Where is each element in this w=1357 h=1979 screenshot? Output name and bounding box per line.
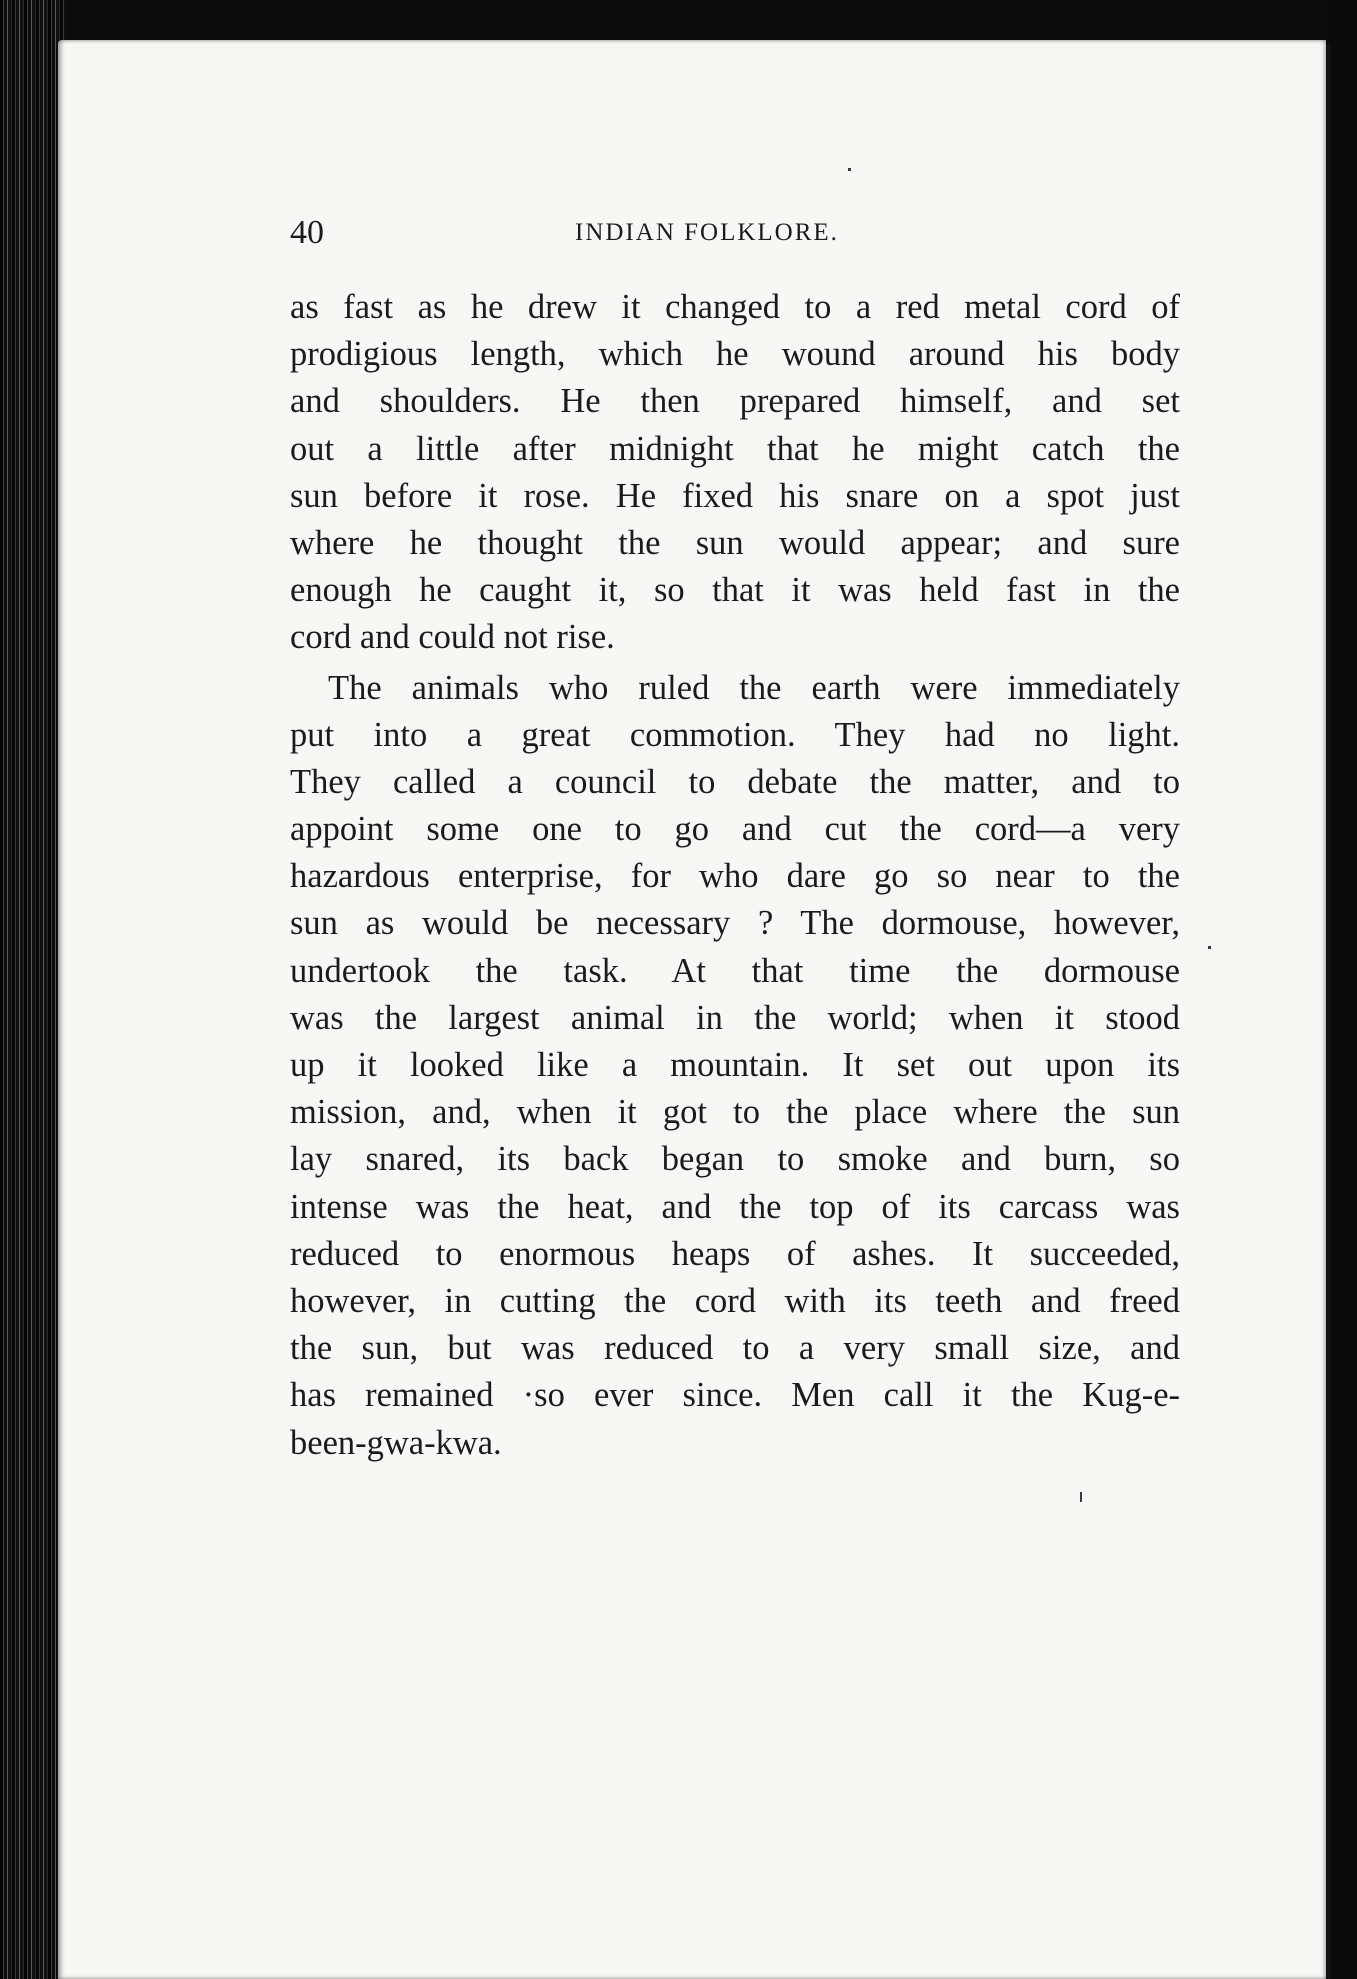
text-line: up it looked like a mountain. It set out upon its: [290, 1046, 1180, 1084]
text-line: mission, and, when it got to the place where the sun: [290, 1093, 1180, 1132]
paper-speck: [1208, 946, 1211, 949]
text-line: cord and could not rise.: [290, 618, 615, 657]
text-line: sun as would be necessary ? The dormouse, however,: [290, 904, 1180, 943]
text-line: where he thought the sun would appear; and sure: [290, 523, 1180, 562]
text-line: undertook the task. At that time the dormouse: [290, 951, 1180, 990]
text-line: however, in cutting the cord with its teeth and freed: [290, 1281, 1180, 1320]
scan-top-border: [0, 0, 1357, 45]
text-line: out a little after midnight that he might catch the: [290, 429, 1180, 468]
paragraph-2: [290, 665, 1180, 1467]
paragraph-1: [290, 284, 1180, 662]
text-line: was the largest animal in the world; when it stood: [290, 998, 1180, 1037]
paper-speck: [848, 168, 851, 171]
paper-speck: [1080, 1492, 1082, 1502]
scan-right-border: [1331, 0, 1357, 1979]
text-line: sun before it rose. He fixed his snare on a spot just: [290, 476, 1180, 515]
text-line: hazardous enterprise, for who dare go so near to the: [290, 857, 1180, 896]
text-line: the sun, but was reduced to a very small size, and: [290, 1329, 1180, 1368]
text-line: reduced to enormous heaps of ashes. It succeeded,: [290, 1234, 1180, 1273]
text-line: appoint some one to go and cut the cord—a very: [290, 810, 1180, 849]
body-text: [290, 284, 1180, 1467]
text-line: as fast as he drew it changed to a red metal cord of: [290, 288, 1180, 326]
page-number: 40: [290, 214, 324, 251]
text-line: has remained ·so ever since. Men call it the Kug-e-: [290, 1376, 1180, 1415]
text-line: put into a great commotion. They had no light.: [290, 715, 1180, 754]
text-line: The animals who ruled the earth were immediately: [328, 668, 1180, 707]
text-line: and shoulders. He then prepared himself, and set: [290, 382, 1180, 421]
page-header: [290, 208, 1180, 258]
text-line: enough he caught it, so that it was held fast in the: [290, 571, 1180, 610]
text-line: They called a council to debate the matter, and to: [290, 762, 1180, 801]
text-line: been-gwa-kwa.: [290, 1423, 502, 1462]
text-line: lay snared, its back began to smoke and burn, so: [290, 1140, 1180, 1179]
book-binding-edge: [0, 0, 66, 1979]
running-title: INDIAN FOLKLORE.: [575, 219, 839, 246]
text-line: prodigious length, which he wound around his body: [290, 335, 1180, 374]
text-line: intense was the heat, and the top of its carcass was: [290, 1187, 1180, 1226]
